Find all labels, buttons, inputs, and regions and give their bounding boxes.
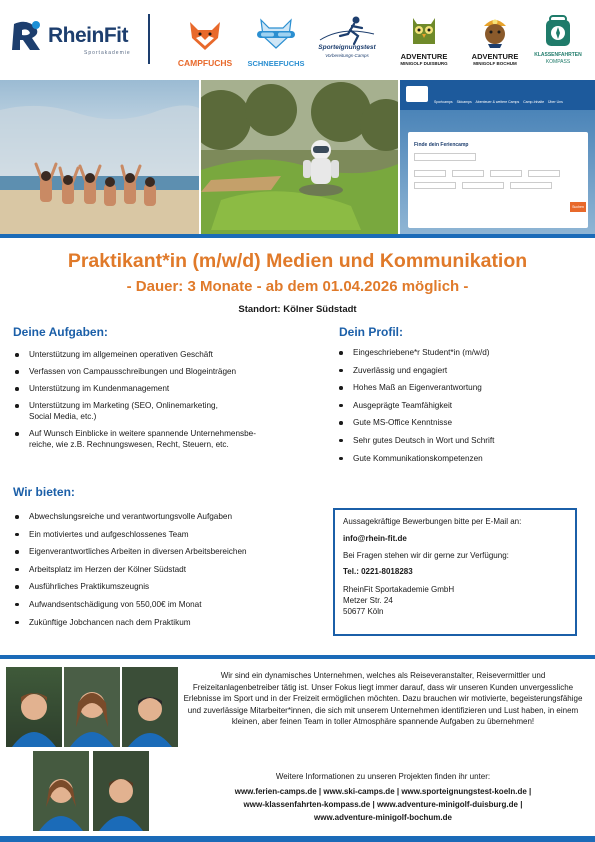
list-item: Arbeitsplatz im Herzen der Kölner Südstadt xyxy=(12,564,322,575)
bottom-blue-bar xyxy=(0,836,595,842)
beach-photo xyxy=(0,80,199,234)
owl-icon xyxy=(393,14,455,50)
website-screenshot xyxy=(400,80,595,234)
campfuchs-logo xyxy=(176,14,234,70)
miner-icon xyxy=(464,14,526,50)
list-item: Ausführliches Praktikumszeugnis xyxy=(12,581,322,592)
list-item: Hohes Maß an Eigenverantwortung xyxy=(336,382,586,393)
list-item: Sehr gutes Deutsch in Wort und Schrift xyxy=(336,435,586,446)
list-item: Eingeschriebene*r Student*in (m/w/d) xyxy=(336,347,586,358)
list-item: Auf Wunsch Einblicke in weitere spannende Unternehmensbe- reiche, wie z.B. Rechnungswesen, Recht, Steuern, etc. xyxy=(12,428,312,450)
nav-item: Skicamps xyxy=(456,100,472,104)
contact-question: Bei Fragen stehen wir dir gerne zur Verfügung: xyxy=(343,551,509,560)
project-link-line[interactable]: www-klassenfahrten-kompass.de | www.adventure-minigolf-duisburg.de | xyxy=(243,800,523,809)
list-item: Aufwandsentschädigung von 550,00€ im Monat xyxy=(12,599,322,610)
website-logo xyxy=(406,86,428,102)
list-item: Ein motiviertes und aufgeschlossenes Team xyxy=(12,529,322,540)
bieten-heading: Wir bieten: xyxy=(13,485,75,499)
list-item: Zukünftige Jobchancen nach dem Praktikum xyxy=(12,617,322,628)
more-info-intro: Weitere Informationen zu unseren Projekten finden ihr unter: xyxy=(275,772,491,781)
job-location: Standort: Kölner Südstadt xyxy=(238,304,357,315)
contact-city: 50677 Köln xyxy=(343,607,384,616)
list-item: Verfassen von Campausschreibungen und Blogeinträgen xyxy=(12,366,312,377)
fox-icon xyxy=(176,14,234,54)
top-blue-bar xyxy=(0,234,595,238)
aufgaben-heading: Deine Aufgaben: xyxy=(13,325,108,339)
klassenfahrten-logo xyxy=(532,14,584,70)
search-panel xyxy=(408,132,588,228)
adventure-duisburg-logo xyxy=(393,14,455,70)
runner-icon xyxy=(312,14,382,46)
contact-phone[interactable]: Tel.: 0221-8018283 xyxy=(343,567,413,576)
contact-company: RheinFit Sportakademie GmbH xyxy=(343,585,455,594)
team-photos xyxy=(6,667,178,833)
contact-box xyxy=(333,508,577,636)
minigolf-photo xyxy=(201,80,398,234)
snow-fox-icon xyxy=(245,14,307,54)
nav-item: Abenteuer & weitere Camps xyxy=(475,100,520,104)
nav-item: Camp-Inhalte xyxy=(523,100,545,104)
klassenfahrten-sublabel: KOMPASS xyxy=(545,59,571,65)
bieten-list xyxy=(12,511,322,628)
sporteignungstest-logo xyxy=(312,14,382,70)
contact-street: Metzer Str. 24 xyxy=(343,596,393,605)
nav-item: Über Uns xyxy=(548,100,563,104)
brand-subtitle: Sportakademie xyxy=(84,50,131,56)
rheinfit-mark-icon xyxy=(10,20,44,52)
about-text: Wir sind ein dynamisches Unternehmen, welches als Reiseveranstalter, Reisevermittler und Freizeitanlagenbetreiber tätig ist. Unser Fokus liegt immer darauf, dass wir unseren Kunden unvergessliche Erlebnisse im Sport und in der Freizeit ermöglichen möchten. Dazu brauchen wir motivierte, begeisterungsfähige und zuverlässige Mitarbeiter*innen, die sich mit unserem Unternehmen identifizieren und Lust haben, in einem kleinen, aber feinen Team in toller Atmosphäre spannende Aufgaben zu übernehmen! xyxy=(183,671,583,727)
header-divider xyxy=(148,14,150,64)
brand-name: RheinFit xyxy=(48,24,128,47)
schneefuchs-label: SCHNEEFUCHS xyxy=(247,59,305,68)
adventure-duisburg-sublabel: MINIGOLF DUISBURG xyxy=(400,61,448,66)
schneefuchs-logo xyxy=(245,14,307,70)
compass-backpack-icon xyxy=(532,14,584,50)
nav-item: Sportcamps xyxy=(434,100,453,104)
middle-blue-bar xyxy=(0,655,595,659)
campfuchs-label: CAMPFUCHS xyxy=(177,58,233,68)
search-field xyxy=(414,153,476,161)
adventure-bochum-logo xyxy=(464,14,526,70)
project-link-line[interactable]: www.adventure-minigolf-bochum.de xyxy=(314,813,452,822)
project-link-line[interactable]: www.ferien-camps.de | www.ski-camps.de | www.sporteignungstest-koeln.de | xyxy=(234,787,532,796)
sporteignungstest-sublabel: Vorbereitungs-Camps xyxy=(325,53,369,58)
aufgaben-list xyxy=(12,349,312,450)
job-title: Praktikant*in (m/w/d) Medien und Kommunikation xyxy=(67,250,528,272)
adventure-bochum-sublabel: MINIGOLF BOCHUM xyxy=(473,61,517,66)
job-subtitle: - Dauer: 3 Monate - ab dem 01.04.2026 möglich - xyxy=(126,278,469,295)
more-info xyxy=(182,770,584,824)
list-item: Abwechslungsreiche und verantwortungsvolle Aufgaben xyxy=(12,511,322,522)
list-item: Ausgeprägte Teamfähigkeit xyxy=(336,400,586,411)
adventure-duisburg-label: ADVENTURE xyxy=(400,52,448,61)
klassenfahrten-label: KLASSENFAHRTEN xyxy=(534,52,582,58)
profil-list xyxy=(336,347,586,464)
list-item: Zuverlässig und engagiert xyxy=(336,365,586,376)
profil-heading: Dein Profil: xyxy=(339,325,404,339)
search-panel-title: Finde dein Feriencamp xyxy=(414,142,469,148)
website-navbar xyxy=(400,80,595,110)
contact-email[interactable]: info@rhein-fit.de xyxy=(343,534,407,543)
list-item: Unterstützung im Marketing (SEO, Onlinemarketing, Social Media, etc.) xyxy=(12,400,312,422)
search-button: Suchen xyxy=(570,202,586,212)
adventure-bochum-label: ADVENTURE xyxy=(471,52,519,61)
rheinfit-logo xyxy=(10,18,140,58)
list-item: Unterstützung im allgemeinen operativen Geschäft xyxy=(12,349,312,360)
contact-intro: Aussagekräftige Bewerbungen bitte per E-Mail an: xyxy=(343,517,522,526)
list-item: Gute Kommunikationskompetenzen xyxy=(336,453,586,464)
list-item: Gute MS-Office Kenntnisse xyxy=(336,417,586,428)
list-item: Eigenverantwortliches Arbeiten in diversen Arbeitsbereichen xyxy=(12,546,322,557)
list-item: Unterstützung im Kundenmanagement xyxy=(12,383,312,394)
sporteignungstest-label: Sporteignungstest xyxy=(318,44,376,51)
